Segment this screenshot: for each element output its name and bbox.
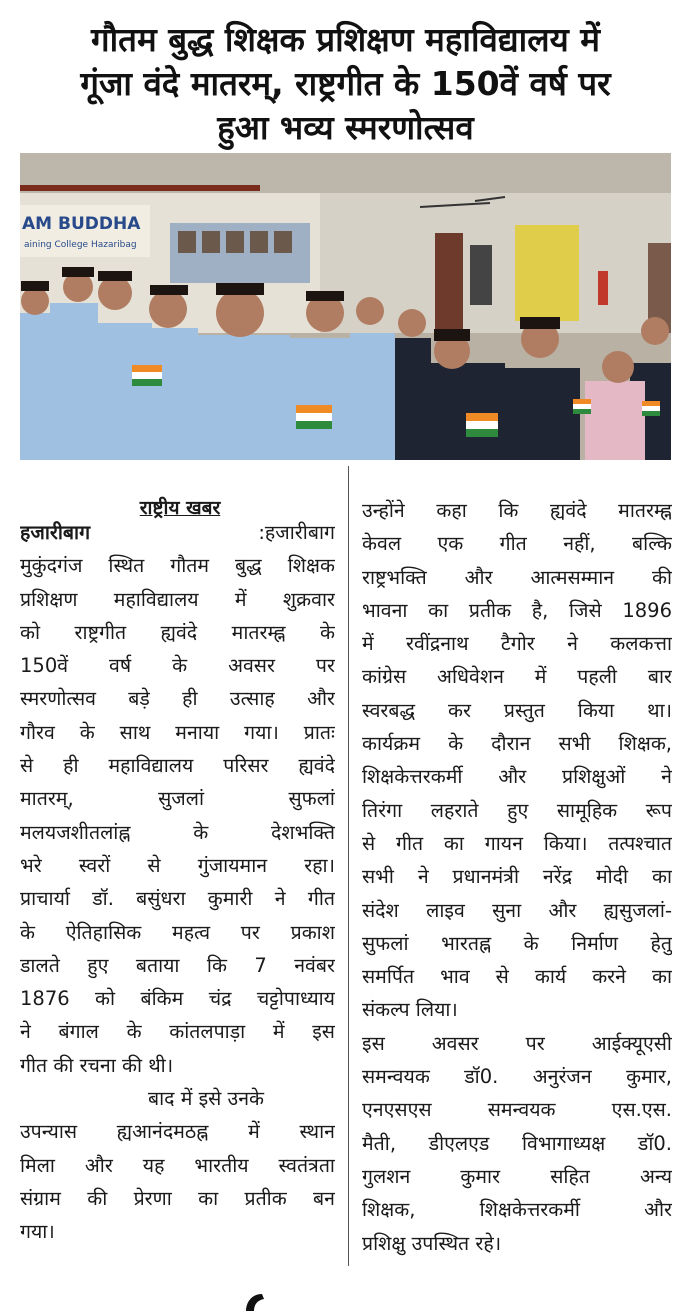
article-line: मलयजशीतलांह्न के देशभक्ति	[20, 820, 335, 844]
article-line: तिरंगा लहराते हुए सामूहिक रूप	[362, 798, 672, 822]
dateline	[20, 516, 335, 549]
article-line: प्राचार्या डॉ. बसुंधरा कुमारी ने गीत	[20, 887, 335, 911]
headline	[18, 18, 673, 150]
article-line: उपन्यास ह्यआनंदमठह्न में स्थान	[20, 1120, 335, 1144]
article-line: से गीत का गायन किया। तत्पश्चात	[362, 831, 672, 855]
article-line: को राष्ट्रगीत ह्यवंदे मातरम्ह्न के	[20, 620, 335, 644]
dateline-byline: :हजारीबाग	[258, 521, 335, 544]
headline-line-1: गौतम बुद्ध शिक्षक प्रशिक्षण महाविद्यालय में	[91, 20, 600, 59]
left-column	[20, 494, 335, 1249]
article-line: सभी ने प्रधानमंत्री नरेंद्र मोदी का	[362, 865, 672, 889]
article-line: स्मरणोत्सव बड़े ही उत्साह और	[20, 687, 335, 711]
article-line: मुकुंदगंज स्थित गौतम बुद्ध शिक्षक	[20, 554, 335, 578]
dateline-place: हजारीबाग	[20, 521, 91, 544]
article-line: कार्यक्रम के दौरान सभी शिक्षक,	[362, 732, 672, 756]
article-line: स्वरबद्ध कर प्रस्तुत किया था।	[362, 698, 672, 722]
article-line: गीत की रचना की थी।	[20, 1053, 174, 1077]
article-line: शिक्षक, शिक्षकेत्तरकर्मी और	[362, 1198, 672, 1222]
column-divider	[348, 466, 349, 1266]
article-line: से ही महाविद्यालय परिसर ह्यवंदे	[20, 754, 335, 778]
article-line: 150वें वर्ष के अवसर पर	[20, 654, 335, 678]
article-line: भावना का प्रतीक है, जिसे 1896	[362, 598, 672, 622]
article-line: भरे स्वरों से गुंजायमान रहा।	[20, 853, 335, 877]
article-line: एनएसएस समन्वयक एस.एस.	[362, 1098, 672, 1122]
flag-4	[573, 399, 591, 414]
article-line: प्रशिक्षु उपस्थित रहे।	[362, 1231, 502, 1255]
article-line: मातरम्, सुजलां सुफलां	[20, 787, 335, 811]
article-line: प्रशिक्षण महाविद्यालय में शुक्रवार	[20, 587, 335, 611]
article-line: में रवींद्रनाथ टैगोर ने कलकत्ता	[362, 632, 672, 656]
flag-1	[132, 365, 162, 386]
right-column	[362, 494, 672, 1260]
event-photo	[20, 153, 671, 460]
article-line: शिक्षकेत्तरकर्मी और प्रशिक्षुओं ने	[362, 765, 672, 789]
article-line: डालते हुए बताया कि 7 नवंबर	[20, 953, 335, 977]
headline-line-2: गूंजा वंदे मातरम्, राष्ट्रगीत के 150वें वर्ष पर	[80, 64, 611, 103]
article-line: मैती, डीएलएड विभागाध्यक्ष डॉ0.	[362, 1131, 672, 1155]
article-line: संग्राम की प्रेरणा का प्रतीक बन	[20, 1186, 335, 1210]
article-line: उन्होंने कहा कि ह्यवंदे मातरम्ह्न	[362, 499, 672, 522]
article-line: समन्वयक डॉ0. अनुरंजन कुमार,	[362, 1065, 672, 1089]
article-line: गया।	[20, 1220, 55, 1244]
flag-5	[642, 401, 660, 416]
article-line: सुफलां भारतह्न के निर्माण हेतु	[362, 931, 672, 955]
article-line: के ऐतिहासिक महत्व पर प्रकाश	[20, 920, 335, 944]
kicker: राष्ट्रीय खबर	[139, 497, 221, 519]
page-edge-mark	[238, 1292, 272, 1311]
article-line: ने बंगाल के कांतलपाड़ा में इस	[20, 1020, 335, 1044]
article-line: गुलशन कुमार सहित अन्य	[362, 1164, 672, 1188]
article-line: कांग्रेस अधिवेशन में पहली बार	[362, 665, 672, 689]
flag-3	[466, 413, 498, 437]
flag-2	[296, 405, 332, 429]
article-line: संदेश लाइव सुना और ह्यसुजलां-	[362, 898, 672, 922]
banner-subtext: aining College Hazaribag	[24, 240, 137, 250]
headline-line-3: हुआ भव्य स्मरणोत्सव	[217, 108, 474, 147]
article-line: गौरव के साथ मनाया गया। प्रातः	[20, 720, 335, 744]
article-line: मिला और यह भारतीय स्वतंत्रता	[20, 1153, 335, 1177]
banner-text: AM BUDDHA	[22, 214, 141, 234]
article-line: बाद में इसे उनके	[148, 1087, 265, 1111]
event-photo-illustration	[20, 153, 671, 460]
article-line: इस अवसर पर आईक्यूएसी	[362, 1031, 672, 1055]
article-line: राष्ट्रभक्ति और आत्मसम्मान की	[362, 565, 672, 589]
article-line: समर्पित भाव से कार्य करने का	[362, 965, 672, 989]
article-line: 1876 को बंकिम चंद्र चट्टोपाध्याय	[20, 987, 335, 1011]
article-line: केवल एक गीत नहीं, बल्कि	[362, 532, 672, 556]
article-line: संकल्प लिया।	[362, 998, 458, 1022]
